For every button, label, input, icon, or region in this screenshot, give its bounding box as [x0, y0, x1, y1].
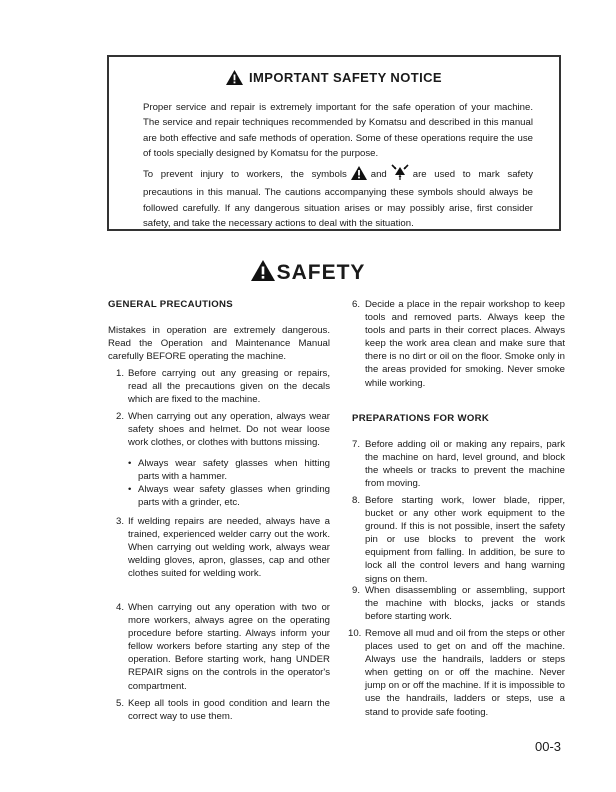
bullet-icon: •	[128, 484, 132, 495]
section-title-text: SAFETY	[276, 261, 366, 284]
notice-paragraph-2-and: and	[370, 169, 387, 180]
list-item-number: 6.	[352, 299, 361, 310]
notice-title	[109, 70, 559, 88]
list-item-text: If welding repairs are needed, always have a trained, experienced welder carry out the work. When carrying out welding work, always wear welding gloves, apron, glasses, cap and other clothes suited for welding work.	[128, 516, 330, 580]
list-item-number: 1.	[116, 368, 125, 379]
list-item-number: 7.	[352, 439, 361, 450]
list-item-text: Before carrying out any greasing or repairs, read all the precautions given on the decals which are fixed to the machine.	[128, 368, 330, 406]
list-item-text: When carrying out any operation, always wear safety shoes and helmet. Do not wear loose work clothes, or clothes with buttons missing.	[128, 411, 330, 449]
list-item	[352, 298, 565, 390]
list-item	[348, 627, 565, 719]
page-number: 00-3	[535, 739, 562, 754]
list-item-number: 10.	[348, 628, 362, 639]
list-item-number: 3.	[116, 516, 125, 527]
important-safety-notice-box	[107, 55, 561, 231]
list-item-text: When disassembling or assembling, support the machine with blocks, jacks or stands before starting work.	[365, 585, 565, 623]
list-item	[116, 367, 330, 406]
list-item-number: 8.	[352, 495, 361, 506]
preparations-heading: PREPARATIONS FOR WORK	[352, 413, 490, 424]
notice-paragraph-2	[143, 164, 533, 231]
notice-paragraph-1: Proper service and repair is extremely important for the safe operation of your machine. The service and repair techniques recommended by Komatsu and described in this manual are both effective and safe methods of operation. Some of these operations require the use of tools specially designed by Komatsu for the purpose.	[143, 102, 533, 159]
list-item-text: Before starting work, lower blade, ripper, bucket or any other work equipment to the ground. If this is not possible, insert the safety pin or use blocks to prevent the work equipment from falling. In addition, be sure to lock all the control levers and hang warning signs on them.	[365, 495, 565, 585]
list-item	[116, 515, 330, 580]
notice-title-text: IMPORTANT SAFETY NOTICE	[249, 70, 442, 85]
warning-triangle-icon	[251, 260, 275, 287]
list-item-number: 2.	[116, 411, 125, 422]
list-item-text: Before adding oil or making any repairs, park the machine on hard, level ground, and block the wheels or tracks to prevent the machine from moving.	[365, 439, 565, 490]
list-item	[352, 584, 565, 623]
list-item-text: When carrying out any operation with two or more workers, always agree on the operating procedure before starting. Always inform your fellow workers before starting any step of the operation. Before starting work, hang UNDER REPAIR signs on the controls in the operator's compartment.	[128, 602, 330, 692]
list-item-text: Decide a place in the repair workshop to keep tools and removed parts. Always keep the tools and parts in their correct places. Always keep the work area clean and make sure that there is no dirt or oil on the floor. Smoke only in the areas provided for smoking. Never smoke while working.	[365, 299, 565, 389]
list-item-number: 4.	[116, 602, 125, 613]
section-title	[0, 260, 616, 287]
general-precautions-heading: GENERAL PRECAUTIONS	[108, 299, 233, 310]
list-item	[116, 410, 330, 449]
notice-paragraph-2-after: are used to mark safety precautions in this manual. The cautions accompanying these symbols should always be followed carefully. If any dangerous situation arises or may possibly arise, first consider safety, and take the necessary actions to deal with the situation.	[143, 169, 533, 229]
list-item-text: Keep all tools in good condition and learn the correct way to use them.	[128, 698, 330, 723]
bullet-text: Always wear safety glasses when hitting parts with a hammer.	[138, 458, 330, 483]
list-item	[352, 438, 565, 490]
falling-load-icon	[391, 164, 409, 185]
list-item	[116, 697, 330, 723]
list-item-number: 9.	[352, 585, 361, 596]
bullet-item	[128, 457, 330, 483]
bullet-icon: •	[128, 458, 132, 469]
list-item	[116, 601, 330, 693]
list-item	[352, 494, 565, 586]
warning-triangle-icon	[226, 70, 243, 88]
general-intro: Mistakes in operation are extremely dangerous. Read the Operation and Maintenance Manual carefully BEFORE operating the machine.	[108, 325, 330, 363]
list-item-number: 5.	[116, 698, 125, 709]
notice-paragraph-2-before: To prevent injury to workers, the symbols	[143, 169, 347, 180]
bullet-item	[128, 483, 330, 509]
bullet-text: Always wear safety glasses when grinding parts with a grinder, etc.	[138, 484, 330, 509]
warning-triangle-icon	[351, 166, 367, 185]
list-item-text: Remove all mud and oil from the steps or other places used to get on and off the machine. Always use the handrails, ladders or steps when getting on or off the machine. Never jump on or off the machine. If it is impossible to use the handrails, ladders or steps, use a stand to provide safe footing.	[365, 628, 565, 718]
